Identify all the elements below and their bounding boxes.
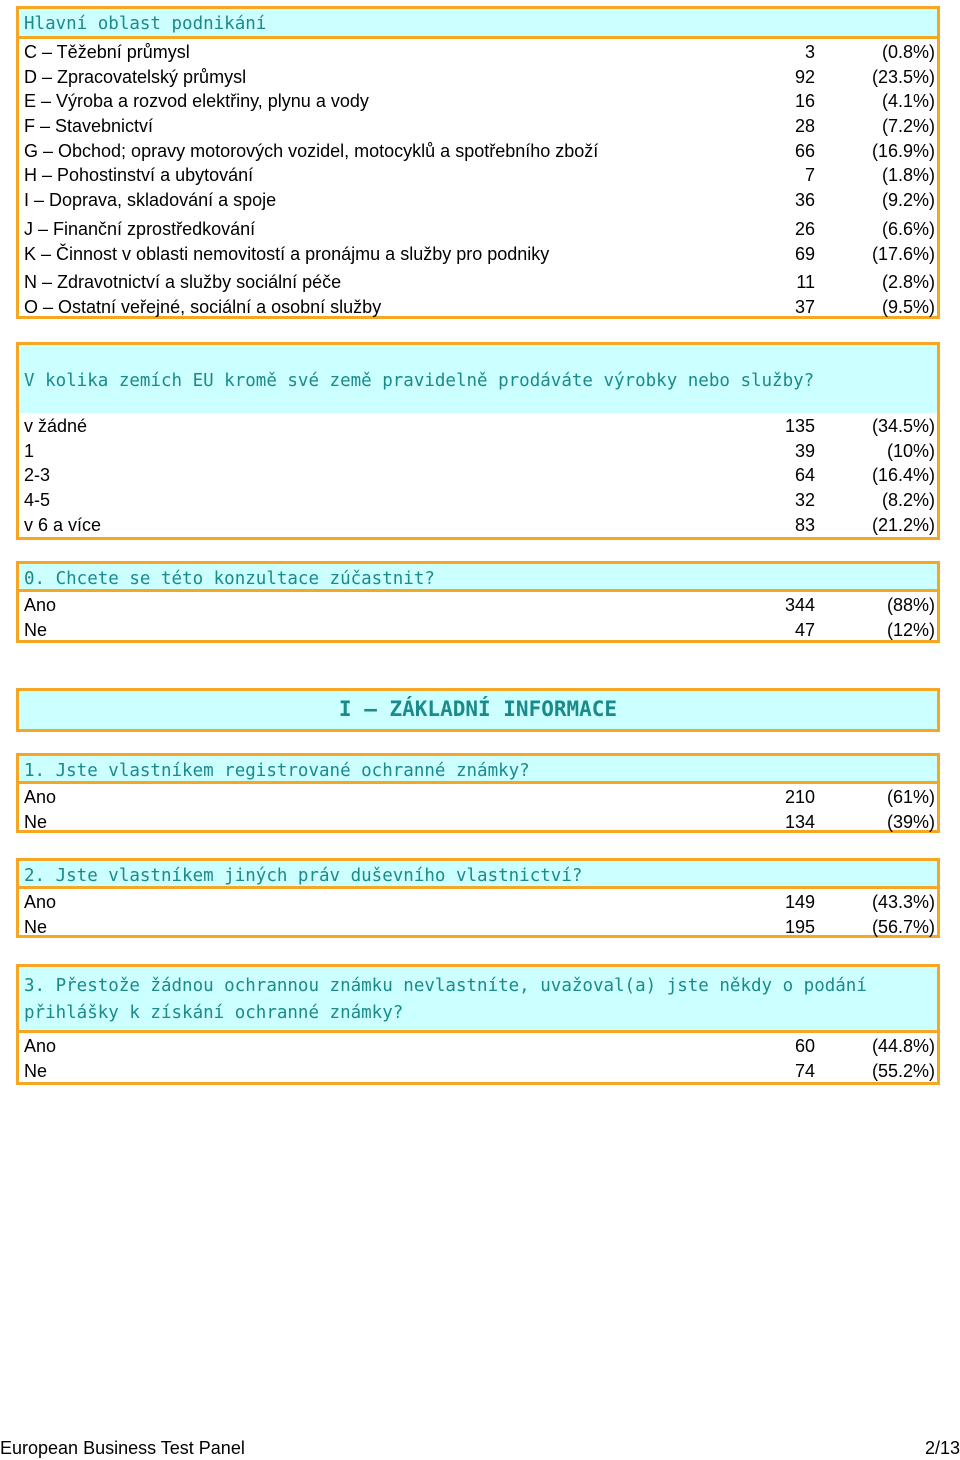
row-label: 1	[24, 440, 35, 461]
row-label: F – Stavebnictví	[24, 116, 154, 137]
sector-table	[16, 6, 940, 319]
row-label: J – Finanční zprostředkování	[24, 218, 256, 239]
section-title: I – ZÁKLADNÍ INFORMACE	[19, 691, 937, 729]
row-count: 74	[794, 1060, 815, 1081]
row-count: 47	[794, 619, 815, 640]
table-row	[19, 295, 937, 320]
table-row	[19, 89, 937, 114]
row-percent: (6.6%)	[881, 218, 935, 239]
row-percent: (43.3%)	[871, 892, 935, 912]
row-label: Ne	[24, 811, 48, 832]
table-row	[19, 810, 937, 835]
table-row	[19, 618, 937, 643]
eu-countries-rows	[19, 413, 937, 537]
row-count: 83	[794, 514, 815, 535]
row-percent: (21.2%)	[871, 514, 935, 535]
row-percent: (8.2%)	[881, 490, 935, 511]
row-percent: (23.5%)	[871, 66, 935, 87]
row-count: 37	[794, 296, 815, 317]
row-count: 195	[784, 916, 815, 937]
q2-rows	[19, 889, 937, 939]
row-count: 26	[794, 218, 815, 239]
row-percent: (17.6%)	[871, 243, 935, 264]
row-label: 4-5	[24, 490, 51, 511]
table-row	[19, 114, 937, 139]
sector-rows	[19, 39, 937, 320]
row-count: 69	[794, 243, 815, 264]
table-row	[19, 414, 937, 439]
row-percent: (44.8%)	[871, 1036, 935, 1056]
row-label: Ne	[24, 916, 48, 937]
row-label: Ne	[24, 619, 48, 640]
row-label: K – Činnost v oblasti nemovitostí a pronájmu a služby pro podniky	[24, 243, 550, 264]
row-percent: (61%)	[886, 787, 935, 807]
row-count: 39	[794, 440, 815, 461]
row-count: 11	[796, 272, 815, 293]
q3-question: 3. Přestože žádnou ochrannou známku nevlastníte, uvažoval(a) jste někdy o podání přihlášky k získání ochranné známky?	[19, 967, 937, 1033]
row-count: 92	[794, 66, 815, 87]
row-count: 60	[794, 1036, 815, 1056]
q0-table	[16, 561, 940, 643]
q2-question: 2. Jste vlastníkem jiných práv duševního vlastnictví?	[19, 861, 937, 889]
q2-table	[16, 858, 940, 938]
row-percent: (39%)	[886, 811, 935, 832]
row-percent: (1.8%)	[881, 165, 935, 186]
row-label: 2-3	[24, 465, 51, 486]
row-percent: (16.9%)	[871, 140, 935, 161]
table-row	[19, 593, 937, 618]
row-label: O – Ostatní veřejné, sociální a osobní služby	[24, 296, 382, 317]
q0-question: 0. Chcete se této konzultace zúčastnit?	[19, 564, 937, 592]
row-label: N – Zdravotnictví a služby sociální péče	[24, 272, 342, 293]
row-percent: (9.2%)	[881, 190, 935, 211]
q0-rows	[19, 592, 937, 642]
table-row	[19, 217, 937, 242]
row-label: G – Obchod; opravy motorových vozidel, motocyklů a spotřebního zboží	[24, 140, 599, 161]
table-row	[19, 65, 937, 90]
row-label: Ano	[24, 1036, 57, 1056]
row-label: I – Doprava, skladování a spoje	[24, 190, 277, 211]
sector-heading: Hlavní oblast podnikání	[19, 9, 937, 39]
q1-rows	[19, 784, 937, 834]
row-percent: (2.8%)	[881, 272, 935, 293]
row-count: 32	[794, 490, 815, 511]
table-row	[19, 163, 937, 188]
q3-rows	[19, 1033, 937, 1083]
row-count: 66	[794, 140, 815, 161]
row-label: v žádné	[24, 416, 88, 436]
row-percent: (7.2%)	[881, 116, 935, 137]
row-percent: (12%)	[886, 619, 935, 640]
table-row	[19, 785, 937, 810]
row-count: 36	[794, 190, 815, 211]
row-label: H – Pohostinství a ubytování	[24, 165, 254, 186]
table-row	[19, 40, 937, 65]
q3-table	[16, 964, 940, 1085]
table-row	[19, 439, 937, 464]
row-count: 64	[794, 465, 815, 486]
row-label: E – Výroba a rozvod elektřiny, plynu a vody	[24, 91, 369, 112]
row-label: C – Těžební průmysl	[24, 42, 190, 62]
row-count: 7	[804, 165, 815, 186]
section-title-box	[16, 688, 940, 732]
table-row	[19, 890, 937, 915]
row-percent: (88%)	[886, 595, 935, 615]
row-count: 16	[794, 91, 815, 112]
row-percent: (56.7%)	[871, 916, 935, 937]
table-row	[19, 1034, 937, 1059]
table-row	[19, 139, 937, 164]
row-count: 149	[784, 892, 815, 912]
row-count: 134	[784, 811, 815, 832]
row-count: 135	[784, 416, 815, 436]
table-row	[19, 270, 937, 295]
table-row	[19, 1059, 937, 1084]
row-count: 210	[784, 787, 815, 807]
row-percent: (9.5%)	[881, 296, 935, 317]
table-row	[19, 188, 937, 213]
row-label: Ano	[24, 787, 57, 807]
q1-table	[16, 753, 940, 833]
table-row	[19, 242, 937, 267]
row-label: Ne	[24, 1060, 48, 1081]
row-label: Ano	[24, 595, 57, 615]
eu-countries-question: V kolika zemích EU kromě své země pravidelně prodáváte výrobky nebo služby?	[19, 345, 937, 413]
footer-left: European Business Test Panel	[0, 1438, 245, 1458]
row-percent: (55.2%)	[871, 1060, 935, 1081]
row-count: 344	[784, 595, 815, 615]
row-percent: (4.1%)	[881, 91, 935, 112]
table-row	[19, 513, 937, 538]
row-percent: (0.8%)	[881, 42, 935, 62]
row-percent: (16.4%)	[871, 465, 935, 486]
row-count: 28	[794, 116, 815, 137]
q1-question: 1. Jste vlastníkem registrované ochranné známky?	[19, 756, 937, 784]
table-row	[19, 463, 937, 488]
eu-countries-table	[16, 342, 940, 540]
table-row	[19, 488, 937, 513]
table-row	[19, 915, 937, 940]
row-label: v 6 a více	[24, 514, 102, 535]
row-percent: (10%)	[886, 440, 935, 461]
row-label: D – Zpracovatelský průmysl	[24, 66, 247, 87]
page-number: 2/13	[924, 1438, 960, 1458]
row-percent: (34.5%)	[871, 416, 935, 436]
row-label: Ano	[24, 892, 57, 912]
row-count: 3	[804, 42, 815, 62]
